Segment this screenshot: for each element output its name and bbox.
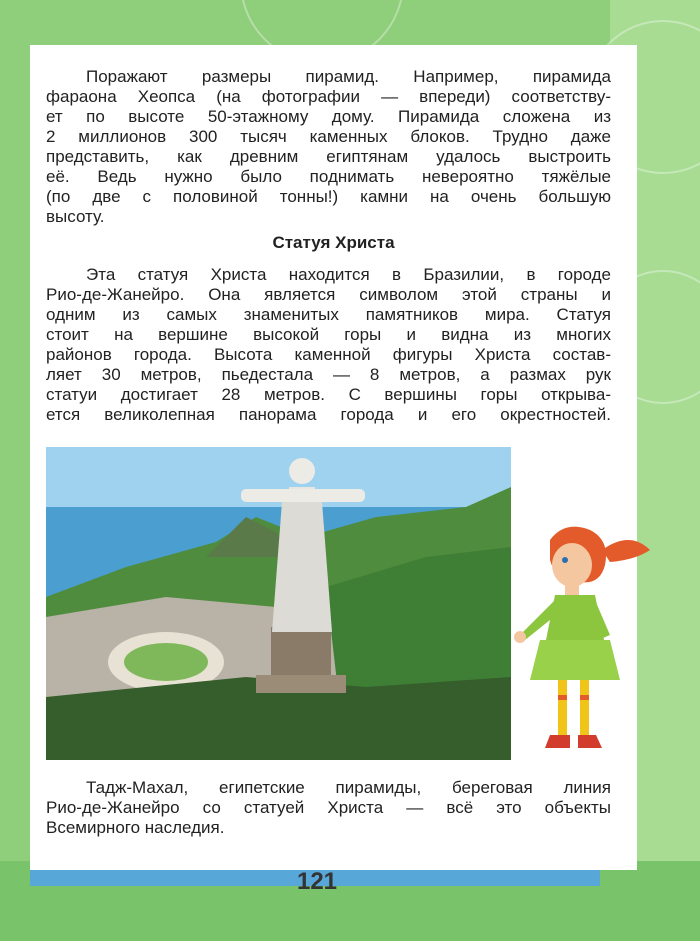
girl-illustration [510, 520, 660, 770]
text-line: её. Ведь нужно было поднимать невероятно тяжёлые [46, 167, 611, 186]
text-line: (по две с половиной тонны!) камни на очень большую [46, 187, 611, 206]
text-line: одним из самых знаменитых памятников мира. Статуя [46, 305, 611, 324]
paragraph-christ-statue [46, 265, 611, 425]
text-line: статуи достигает 28 метров. С вершины горы открыва- [46, 385, 611, 404]
text-line: Всемирного наследия. [46, 818, 225, 837]
paragraph-pyramids [46, 67, 611, 227]
page-number: 121 [296, 868, 338, 895]
text-line: фараона Хеопса (на фотографии — впереди) соответству- [46, 87, 611, 106]
text-line: ется великолепная панорама города и его окрестностей. [46, 405, 611, 424]
text-line: Поражают размеры пирамид. Например, пирамида [86, 67, 611, 86]
christ-statue-photo [46, 447, 511, 760]
section-heading: Статуя Христа [272, 233, 395, 252]
text-line: представить, как древним египтянам удалось выстроить [46, 147, 611, 166]
text-line: высоту. [46, 207, 105, 226]
text-line: Рио-де-Жанейро. Она является символом этой страны и [46, 285, 611, 304]
paragraph-world-heritage [46, 778, 611, 838]
text-line: Эта статуя Христа находится в Бразилии, в городе [86, 265, 611, 284]
text-line: Тадж-Махал, египетские пирамиды, береговая линия [86, 778, 611, 797]
text-line: ет по высоте 50-этажному дому. Пирамида сложена из [46, 107, 611, 126]
text-line: Рио-де-Жанейро со статуей Христа — всё это объекты [46, 798, 611, 817]
text-line: 2 миллионов 300 тысяч каменных блоков. Трудно даже [46, 127, 611, 146]
text-line: районов города. Высота каменной фигуры Христа состав- [46, 345, 611, 364]
text-line: ляет 30 метров, пьедестала — 8 метров, а размах рук [46, 365, 611, 384]
text-line: стоит на вершине высокой горы и видна из многих [46, 325, 611, 344]
